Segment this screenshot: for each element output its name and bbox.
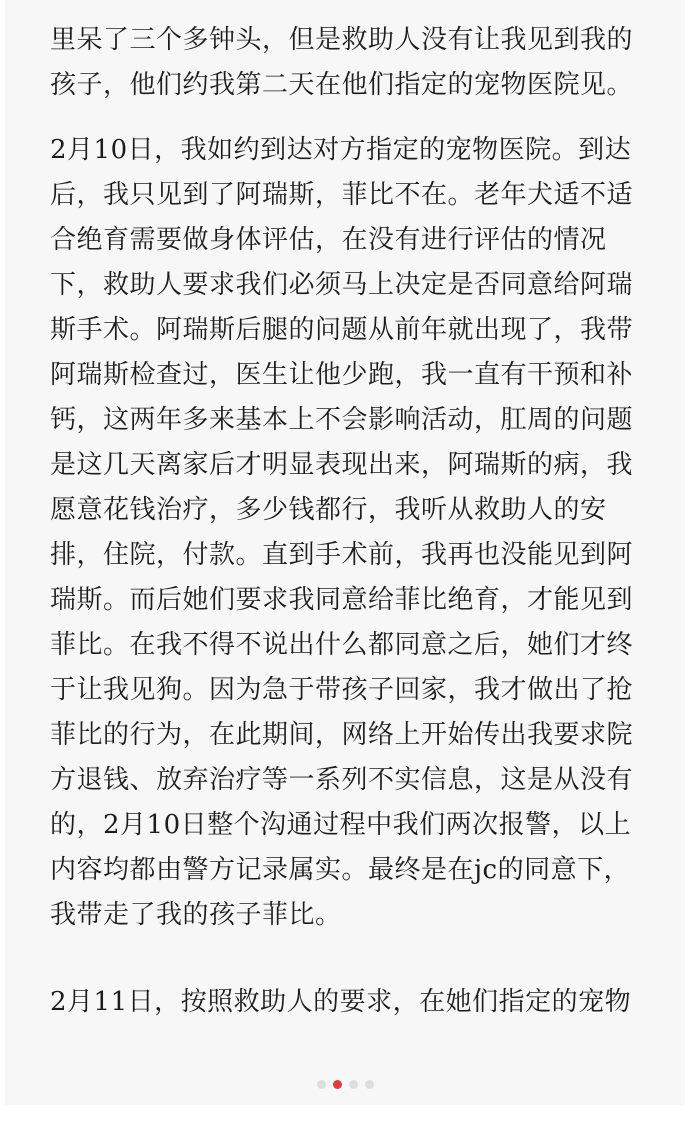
page-indicator (0, 1079, 690, 1089)
text-line: 里呆了三个多钟头，但是救助人没有让我见到我的 (50, 25, 634, 55)
text-line: 斯手术。阿瑞斯后腿的问题从前年就出现了，我带 (50, 315, 634, 345)
text-line: 2月11日，按照救助人的要求，在她们指定的宠物 (50, 987, 632, 1017)
text-line: 愿意花钱治疗，多少钱都行，我听从救助人的安 (50, 495, 607, 525)
page-dot-active[interactable] (333, 1080, 342, 1089)
text-line: 菲比。在我不得不说出什么都同意之后，她们才终 (50, 630, 634, 660)
paragraph-3 (50, 980, 631, 1025)
text-line: 孩子，他们约我第二天在他们指定的宠物医院见。 (50, 70, 634, 100)
page-dot[interactable] (317, 1080, 326, 1089)
text-line: 菲比的行为，在此期间，网络上开始传出我要求院 (50, 720, 634, 750)
paragraph-2 (50, 128, 633, 938)
text-line: 2月10日，我如约到达对方指定的宠物医院。到达 (50, 135, 632, 165)
page-dot[interactable] (365, 1080, 374, 1089)
article-card (5, 0, 685, 1105)
paragraph-1 (50, 18, 633, 108)
text-line: 是这几天离家后才明显表现出来，阿瑞斯的病，我 (50, 450, 634, 480)
text-line: 的，2月10日整个沟通过程中我们两次报警，以上 (50, 810, 632, 840)
text-line: 后，我只见到了阿瑞斯，菲比不在。老年犬适不适 (50, 180, 634, 210)
text-line: 我带走了我的孩子菲比。 (50, 900, 342, 930)
page-dot[interactable] (349, 1080, 358, 1089)
text-line: 瑞斯。而后她们要求我同意给菲比绝育，才能见到 (50, 585, 634, 615)
text-line: 方退钱、放弃治疗等一系列不实信息，这是从没有 (50, 765, 634, 795)
text-line: 钙，这两年多来基本上不会影响活动，肛周的问题 (50, 405, 634, 435)
text-line: 于让我见狗。因为急于带孩子回家，我才做出了抢 (50, 675, 634, 705)
text-line: 内容均都由警方记录属实。最终是在jc的同意下， (50, 855, 631, 885)
text-line: 排，住院，付款。直到手术前，我再也没能见到阿 (50, 540, 634, 570)
text-line: 合绝育需要做身体评估，在没有进行评估的情况 (50, 225, 607, 255)
text-line: 下，救助人要求我们必须马上决定是否同意给阿瑞 (50, 270, 634, 300)
text-line: 阿瑞斯检查过，医生让他少跑，我一直有干预和补 (50, 360, 634, 390)
